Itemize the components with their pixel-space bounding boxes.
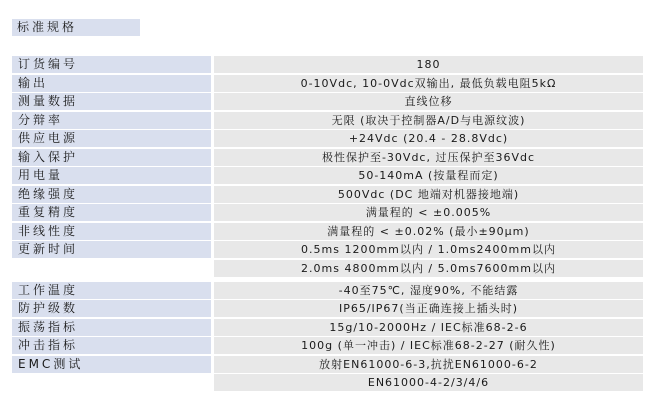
- spec-label: 测量数据: [12, 93, 211, 110]
- spec-value: 0-10Vdc, 10-0Vdc双输出, 最低负载电阻5kΩ: [214, 75, 643, 92]
- spec-row-vibration: [12, 319, 643, 336]
- spec-row-update-time-cont: [12, 260, 643, 277]
- spec-value: 满量程的 < ±0.02% (最小±90μm): [214, 223, 643, 240]
- spec-row-update-time: [12, 241, 643, 258]
- spec-value: -40至75℃, 湿度90%, 不能结露: [214, 282, 643, 299]
- spec-label: 非线性度: [12, 223, 211, 240]
- spec-label: 冲击指标: [12, 337, 211, 354]
- spec-row-output: [12, 75, 643, 92]
- spec-row-emc-test-cont: [12, 374, 643, 391]
- spec-value: 100g (单一冲击) / IEC标准68-2-27 (耐久性): [214, 337, 643, 354]
- spec-value: +24Vdc (20.4 - 28.8Vdc): [214, 130, 643, 147]
- spec-label: 更新时间: [12, 241, 211, 258]
- spec-label-empty: [12, 260, 211, 277]
- spec-row-repeatability: [12, 204, 643, 221]
- spec-row-nonlinearity: [12, 223, 643, 240]
- spec-row-input-protection: [12, 149, 643, 166]
- spec-value: 500Vdc (DC 地端对机器接地端): [214, 186, 643, 203]
- spec-row-measured-data: [12, 93, 643, 110]
- spec-label: 绝缘强度: [12, 186, 211, 203]
- spec-value: 无限 (取决于控制器A/D与电源纹波): [214, 112, 643, 129]
- spec-value: 50-140mA (按量程而定): [214, 167, 643, 184]
- spec-value: 15g/10-2000Hz / IEC标准68-2-6: [214, 319, 643, 336]
- spec-row-resolution: [12, 112, 643, 129]
- spec-row-shock: [12, 337, 643, 354]
- spec-label: 振荡指标: [12, 319, 211, 336]
- spec-label: 订货编号: [12, 56, 211, 73]
- spec-label: 防护级数: [12, 300, 211, 317]
- spec-label: EMC测试: [12, 356, 211, 373]
- spec-row-supply-voltage: [12, 130, 643, 147]
- spec-row-emc-test: [12, 356, 643, 373]
- spec-value: 2.0ms 4800mm以内 / 5.0ms7600mm以内: [214, 260, 643, 277]
- spec-row-current-draw: [12, 167, 643, 184]
- spec-row-dielectric-strength: [12, 186, 643, 203]
- spec-value: 放射EN61000-6-3,抗扰EN61000-6-2: [214, 356, 643, 373]
- spec-label: 用电量: [12, 167, 211, 184]
- spec-table: [12, 56, 643, 393]
- spec-label-empty: [12, 374, 211, 391]
- spec-value: EN61000-4-2/3/4/6: [214, 374, 643, 391]
- spec-label: 工作温度: [12, 282, 211, 299]
- spec-value: IP65/IP67(当正确连接上插头时): [214, 300, 643, 317]
- spec-label: 输出: [12, 75, 211, 92]
- spec-label: 供应电源: [12, 130, 211, 147]
- spec-value: 0.5ms 1200mm以内 / 1.0ms2400mm以内: [214, 241, 643, 258]
- spec-label: 输入保护: [12, 149, 211, 166]
- spec-label: 重复精度: [12, 204, 211, 221]
- spec-label: 分辩率: [12, 112, 211, 129]
- spec-value: 极性保护至-30Vdc, 过压保护至36Vdc: [214, 149, 643, 166]
- spec-row-order-code: [12, 56, 643, 73]
- section-title: 标准规格: [12, 19, 140, 36]
- spec-value: 180: [214, 56, 643, 73]
- spec-value: 满量程的 < ±0.005%: [214, 204, 643, 221]
- spec-row-operating-temperature: [12, 282, 643, 299]
- spec-row-protection-class: [12, 300, 643, 317]
- spec-value: 直线位移: [214, 93, 643, 110]
